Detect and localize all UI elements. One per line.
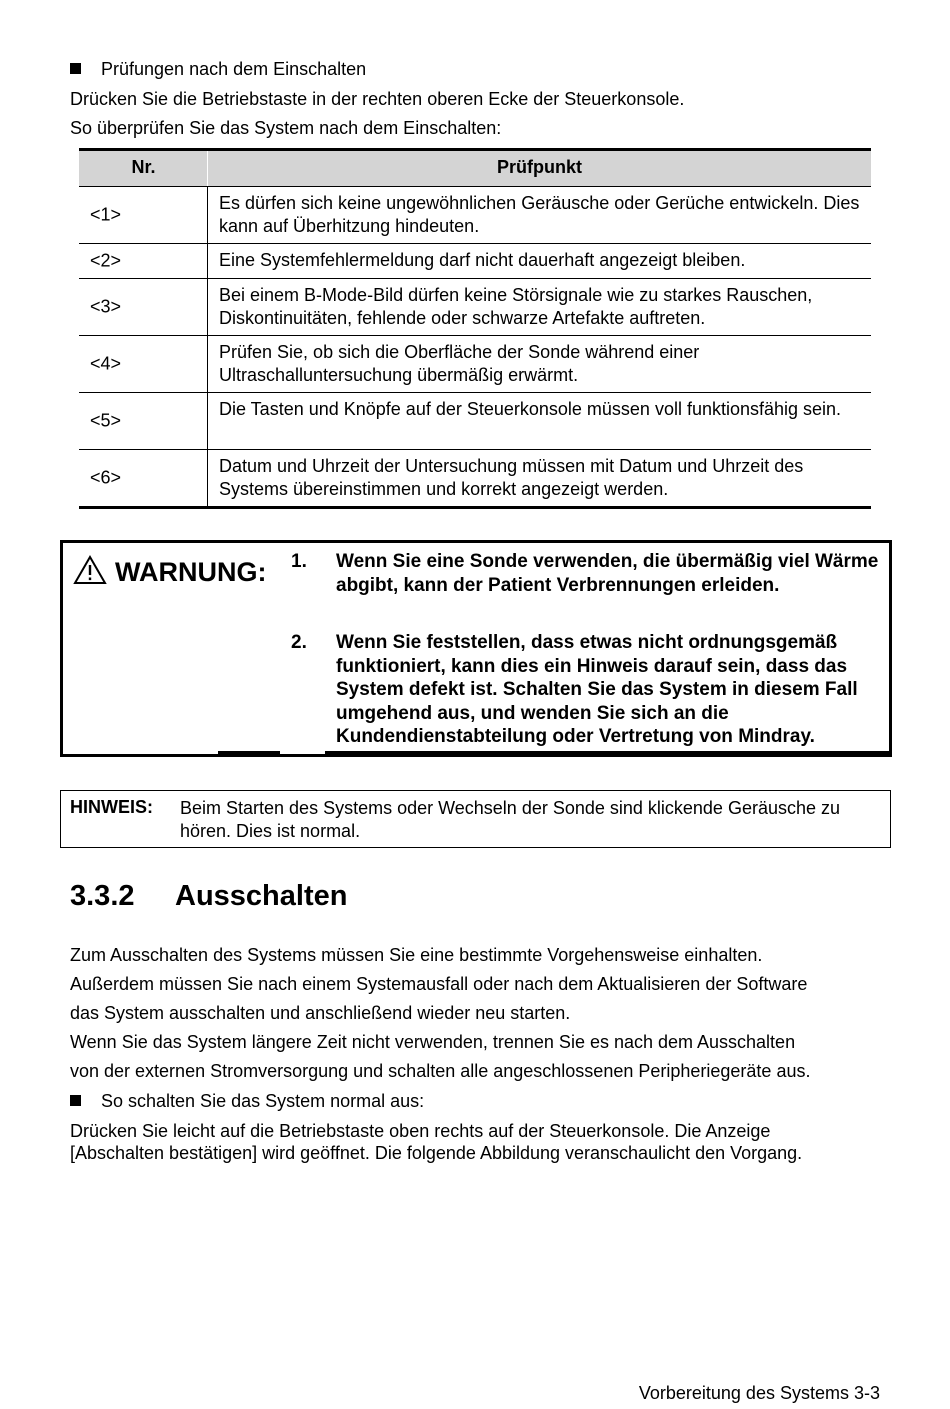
row-text: Datum und Uhrzeit der Untersuchung müssen mit Datum und Uhrzeit des Systems übereinstimmen und korrekt angezeigt werden. <box>219 456 804 499</box>
body-line: Zum Ausschalten des Systems müssen Sie eine bestimmte Vorgehensweise einhalten. <box>70 945 763 965</box>
warning-item <box>291 631 881 749</box>
page-footer: Vorbereitung des Systems 3-3 <box>638 1383 880 1403</box>
warning-item-number: 2. <box>291 632 307 653</box>
body-line: von der externen Stromversorgung und schalten alle angeschlossenen Peripheriegeräte aus. <box>70 1061 811 1081</box>
warning-item-text: Wenn Sie eine Sonde verwenden, die übermäßig viel Wärme abgibt, kann der Patient Verbrennungen erleiden. <box>336 551 879 596</box>
bullet-item-shutdown <box>70 1091 424 1112</box>
note-box <box>60 790 891 848</box>
warning-item <box>291 550 881 597</box>
header-nr: Nr. <box>131 157 156 177</box>
square-bullet-icon <box>70 1095 81 1106</box>
section-number: 3.3.2 <box>70 880 135 912</box>
row-number: <2> <box>90 250 122 271</box>
bullet-text: So schalten Sie das System normal aus: <box>101 1091 425 1111</box>
row-text: Bei einem B-Mode-Bild dürfen keine Störsignale wie zu starkes Rauschen, Diskontinuitäten, fehlende oder schwarze Artefakte auftreten. <box>219 285 813 328</box>
intro-line-2: So überprüfen Sie das System nach dem Einschalten: <box>70 118 502 138</box>
table-row <box>79 187 871 244</box>
row-text: Es dürfen sich keine ungewöhnlichen Geräusche oder Gerüche entwickeln. Dies kann auf Überhitzung hindeuten. <box>219 193 860 236</box>
section-title: Ausschalten <box>175 880 348 912</box>
table-row <box>79 244 871 279</box>
body-line: das System ausschalten und anschließend wieder neu starten. <box>70 1003 571 1023</box>
bullet-text: Prüfungen nach dem Einschalten <box>101 59 367 79</box>
table-header <box>79 148 871 187</box>
header-pruefpunkt: Prüfpunkt <box>497 157 582 177</box>
intro-line-1: Drücken Sie die Betriebstaste in der rechten oberen Ecke der Steuerkonsole. <box>70 89 685 109</box>
warning-bottom-rule <box>325 751 889 757</box>
row-number: <5> <box>90 410 122 431</box>
row-number: <6> <box>90 467 122 488</box>
bullet-item-checks <box>70 59 366 80</box>
row-number: <3> <box>90 296 122 317</box>
note-label: HINWEIS: <box>70 797 153 817</box>
row-number: <1> <box>90 204 122 225</box>
body-line: Drücken Sie leicht auf die Betriebstaste oben rechts auf der Steuerkonsole. Die Anzeige <box>70 1121 771 1141</box>
row-text: Prüfen Sie, ob sich die Oberfläche der Sonde während einer Ultraschalluntersuchung übermäßig erwärmt. <box>219 342 700 385</box>
body-line: Wenn Sie das System längere Zeit nicht verwenden, trennen Sie es nach dem Ausschalten <box>70 1032 796 1052</box>
table-row <box>79 336 871 393</box>
row-text: Eine Systemfehlermeldung darf nicht dauerhaft angezeigt bleiben. <box>219 250 746 270</box>
warning-box <box>60 540 892 757</box>
warning-triangle-icon <box>73 555 107 585</box>
table-row <box>79 393 871 450</box>
warning-item-number: 1. <box>291 551 307 572</box>
body-line: Außerdem müssen Sie nach einem Systemausfall oder nach dem Aktualisieren der Software <box>70 974 808 994</box>
table-row <box>79 279 871 336</box>
warning-bottom-rule <box>218 751 280 757</box>
warning-label <box>73 555 266 588</box>
check-table <box>79 148 871 509</box>
row-number: <4> <box>90 353 122 374</box>
row-text: Die Tasten und Knöpfe auf der Steuerkonsole müssen voll funktionsfähig sein. <box>219 399 842 419</box>
square-bullet-icon <box>70 63 81 74</box>
note-text: Beim Starten des Systems oder Wechseln der Sonde sind klickende Geräusche zu hören. Dies ist normal. <box>180 798 841 841</box>
warning-label-text: WARNUNG: <box>115 557 267 587</box>
body-line: [Abschalten bestätigen] wird geöffnet. Die folgende Abbildung veranschaulicht den Vorgang. <box>70 1143 803 1163</box>
warning-item-text: Wenn Sie feststellen, dass etwas nicht ordnungsgemäß funktioniert, kann dies ein Hinweis darauf sein, dass das System defekt ist. Schalten Sie das System in diesem Fall umgehend aus, und wenden Sie sich an die Kundendienstabteilung oder Vertretung von Mindray. <box>336 632 858 747</box>
section-heading <box>70 880 347 913</box>
table-row <box>79 450 871 509</box>
